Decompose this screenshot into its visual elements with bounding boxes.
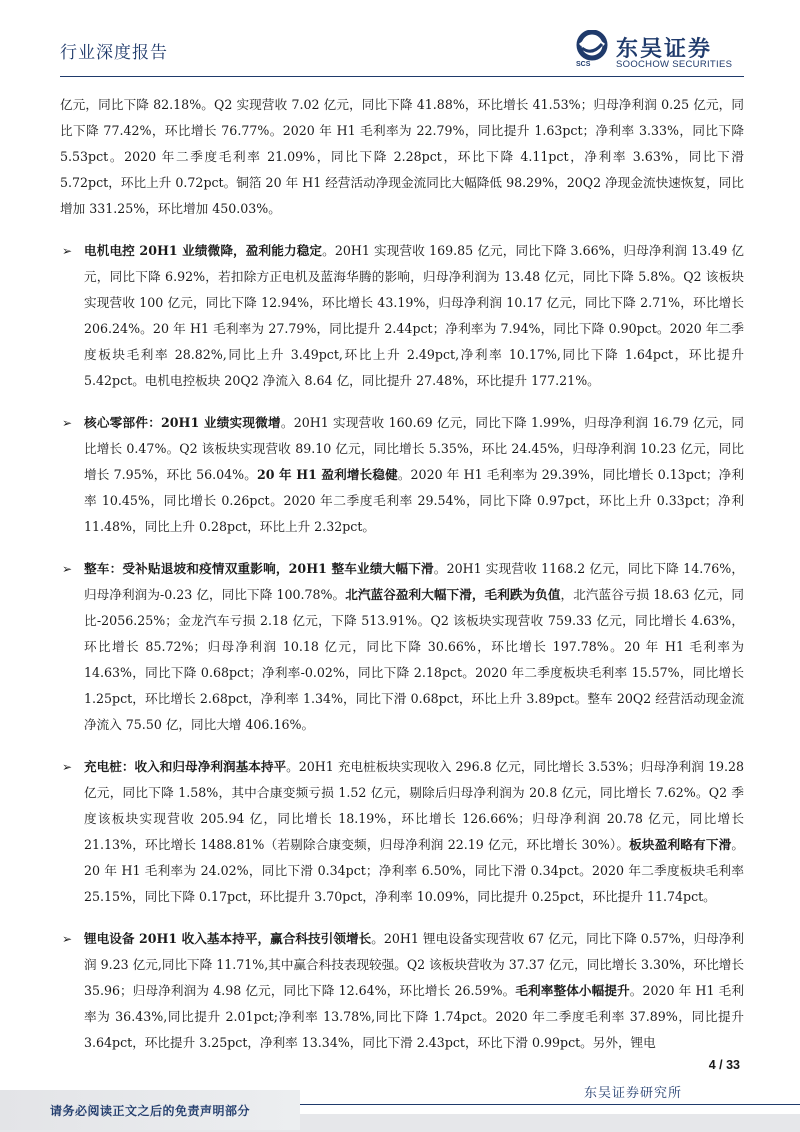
bullet-highlight: 毛利率整体小幅提升 [515,983,630,998]
logo-name-en: SOOCHOW SECURITIES [616,59,733,70]
footer-divider [300,1104,800,1105]
arrow-bullet-icon: ➢ [61,760,73,774]
page-number: 4 / 33 [708,1058,740,1072]
bullet-highlight: 20 年 H1 盈利增长稳健 [256,467,398,482]
bullet-paragraph-motor-control [60,238,744,394]
bullet-text: 。20H1 锂电设备实现营收 67 亿元，同比下降 0.57%，归母净利润 9.23 亿元,同比下降 11.71%,其中赢合科技表现较强。Q2 该板块营收为 37.37 亿元，同比增长 3.30%，环比增长 35.96；归母净利润为 4.98 亿元，同比下降 12.64%，环比增长 26.59%。 [84,931,744,998]
bullet-text: 。2020 年 H1 毛利率为 29.39%，同比增长 0.13pct；净利率 10.45%，同比增长 0.26pct。2020 年二季度毛利率 29.54%，同比下降 0.97pct，环比上升 0.33pct；净利 11.48%，同比上升 0.28pct，环比上升 2.32pct。 [84,467,744,534]
report-body [60,92,744,1072]
research-institute-name: 东吴证券研究所 [584,1086,683,1101]
arrow-bullet-icon: ➢ [61,416,73,430]
intro-paragraph: 亿元，同比下降 82.18%。Q2 实现营收 7.02 亿元，同比下降 41.88%，环比增长 41.53%；归母净利润 0.25 亿元，同比下降 77.42%，环比增长 76.77%。2020 年 H1 毛利率为 22.79%，同比提升 1.63pct；净利率 3.33%，同比下降 5.53pct。2020 年二季度毛利率 21.09%，同比下降 2.28pct，环比下降 4.11pct，净利率 3.63%，同比下滑 5.72pct，环比上升 0.72pct。铜箔 20 年 H1 经营活动净现金流同比大幅降低 98.29%，20Q2 净现金流快速恢复，同比增加 331.25%，环比增加 450.03%。 [60,97,744,216]
bullet-heading: 锂电设备 20H1 收入基本持平，赢合科技引领增长 [84,931,372,946]
arrow-bullet-icon: ➢ [61,932,73,946]
bullet-highlight: 北汽蓝谷盈利大幅下滑，毛利跌为负值 [345,587,561,602]
logo-name-cn: 东吴证券 [616,37,713,62]
bullet-highlight: 板块盈利略有下滑 [629,837,732,852]
disclaimer-notice: 请务必阅读正文之后的免责声明部分 [0,1090,300,1130]
bullet-heading: 核心零部件：20H1 业绩实现微增 [84,415,281,430]
logo-abbreviation: SCS [576,61,591,68]
bullet-paragraph-charging-piles [60,754,744,910]
bullet-heading: 充电桩：收入和归母净利润基本持平 [84,759,287,774]
bullet-text: ，北汽蓝谷亏损 18.63 亿元，同比-2056.25%；金龙汽车亏损 2.18 亿元，下降 513.91%。Q2 该板块实现营收 759.33 亿元，同比增长 4.63%，环比增长 85.72%；归母净利润 10.18 亿元，同比下降 30.66%，环比增长 197.78%。20 年 H1 毛利率为 14.63%，同比下降 0.68pct；净利率-0.02%，同比下降 2.18pct。2020 年二季度板块毛利率 15.57%，同比增长 1.25pct，环比增长 2.68pct，净利率 1.34%，同比下滑 0.68pct，环比上升 3.89pct。整车 20Q2 经营活动现金流净流入 75.50 亿，同比大增 406.16%。 [84,587,745,732]
bullet-heading: 电机电控 20H1 业绩微降，盈利能力稳定 [84,243,323,258]
arrow-bullet-icon: ➢ [61,562,73,576]
bullet-text: 。20H1 充电桩板块实现收入 296.8 亿元，同比增长 3.53%；归母净利润 19.28 亿元，同比下降 1.58%，其中合康变频亏损 1.52 亿元，剔除后归母净利润为 20.8 亿元，同比增长 7.62%。Q2 季度该板块实现营收 205.94 亿，同比增长 18.19%，环比增长 126.66%；归母净利润 20.78 亿元，同比增长 21.13%，环比增长 1488.81%（若剔除合康变频，归母净利润 22.19 亿元，环比增长 30%）。 [84,759,745,852]
bullet-text: 。20H1 实现营收 169.85 亿元，同比下降 3.66%，归母净利润 13.49 亿元，同比下降 6.92%，若扣除方正电机及蓝海华腾的影响，归母净利润为 13.48 亿元，同比下降 5.8%。Q2 该板块实现营收 100 亿元，同比下降 12.94%，环比增长 43.19%，归母净利润 10.17 亿元，同比下降 2.71%，环比增长 206.24%。20 年 H1 毛利率为 27.79%，同比提升 2.44pct；净利率为 7.94%，同比下降 0.90pct。2020 年二季度板块毛利率 28.82%,同比上升 3.49pct,环比上升 2.49pct,净利率 10.17%,同比下降 1.64pct，环比提升 5.42pct。电机电控板块 20Q2 净流入 8.64 亿，同比提升 27.48%，环比提升 177.21%。 [84,243,744,388]
report-type-title: 行业深度报告 [60,43,168,63]
bullet-heading: 整车：受补贴退坡和疫情双重影响，20H1 整车业绩大幅下滑 [84,561,434,576]
bullet-paragraph-core-components [60,410,744,540]
bullet-paragraph-lithium-equipment [60,926,744,1056]
bullet-paragraph-vehicles [60,556,744,738]
bullet-text: 。2020 年 H1 毛利率为 36.43%,同比提升 2.01pct;净利率 13.78%,同比下降 1.74pct。2020 年二季度毛利率 37.89%，同比提升 3.64pct，环比提升 3.25pct，净利率 13.34%，同比下滑 2.43pct，环比下滑 0.99pct。另外，锂电 [84,983,744,1050]
bullet-text: 。20H1 实现营收 1168.2 亿元，同比下降 14.76%，归母净利润为-0.23 亿，同比下降 100.78%。 [84,561,744,602]
arrow-bullet-icon: ➢ [61,244,73,258]
bullet-text: 。20H1 实现营收 160.69 亿元，同比下降 1.99%，归母净利润 16.79 亿元，同比增长 0.47%。Q2 该板块实现营收 89.10 亿元，同比增长 5.35%，环比 24.45%，归母净利润 10.23 亿元，同比增长 7.95%，环比 56.04%。 [84,415,744,482]
bullet-text: 。20 年 H1 毛利率为 24.02%，同比下滑 0.34pct；净利率 6.50%，同比下滑 0.34pct。2020 年二季度板块毛利率 25.15%，同比下降 0.17pct，环比提升 3.70pct，净利率 10.09%，同比提升 0.25pct，环比提升 11.74pct。 [84,837,744,904]
header-divider [60,76,744,77]
company-logo [572,30,748,74]
